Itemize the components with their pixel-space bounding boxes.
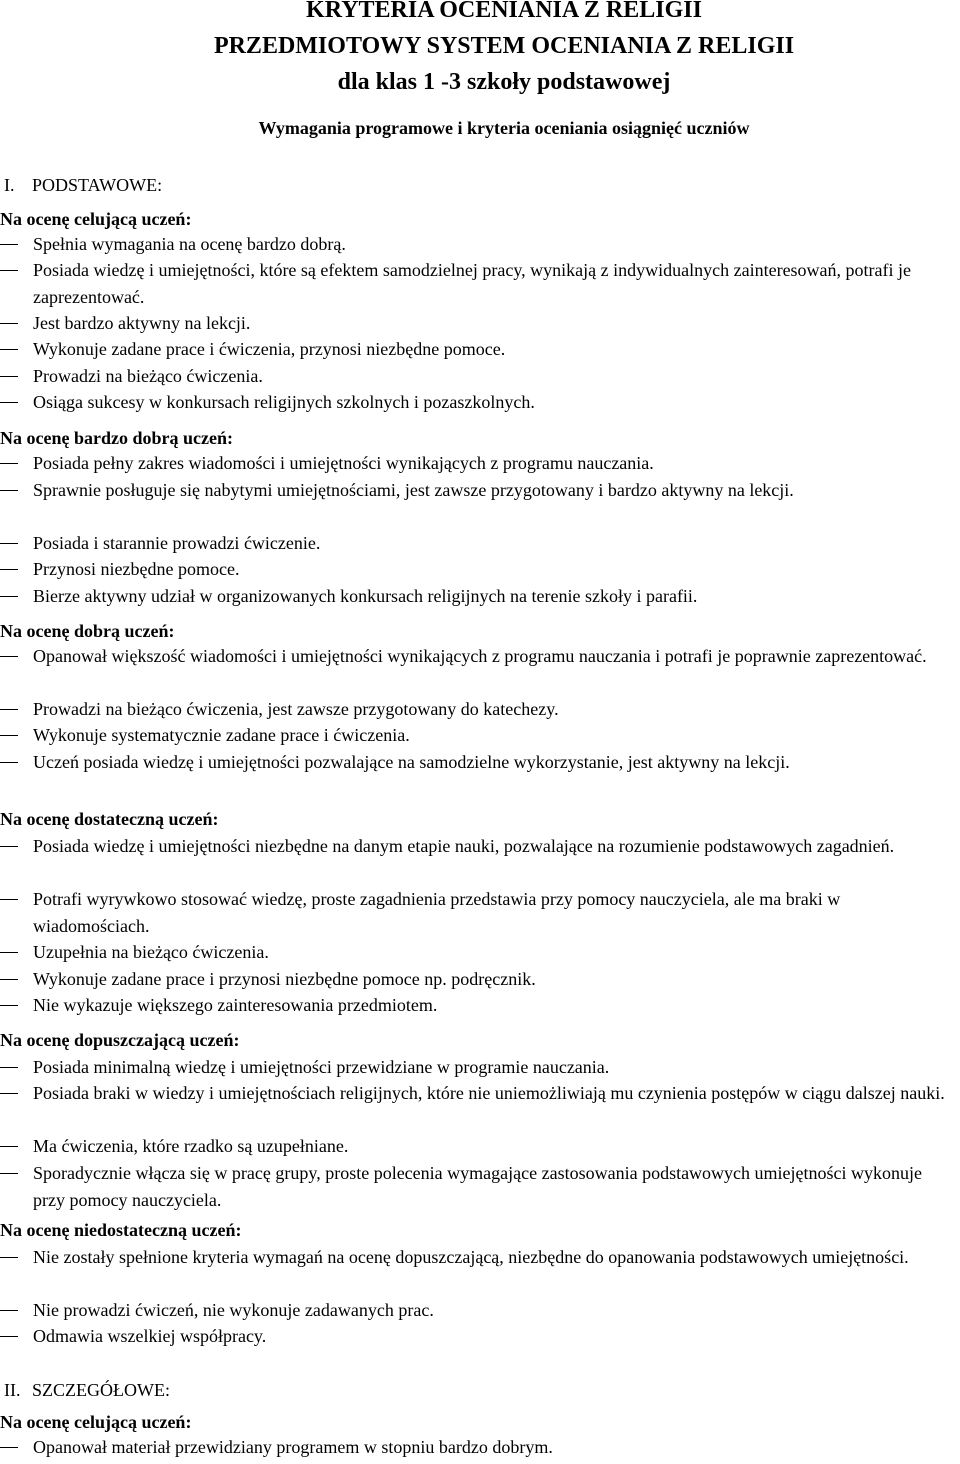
dash-bullet xyxy=(0,596,18,597)
list-item-text: Nie zostały spełnione kryteria wymagań na ocenę dopuszczającą, niezbędne do opanowania podstawowych umiejętności. xyxy=(33,1247,909,1267)
list-item xyxy=(0,992,960,1019)
section-heading: Na ocenę celującą uczeń: xyxy=(0,209,192,229)
dash-bullet xyxy=(0,1146,18,1147)
list-item xyxy=(0,886,960,939)
list-item-text: Odmawia wszelkiej współpracy. xyxy=(33,1326,267,1346)
section-heading: Na ocenę dostateczną uczeń: xyxy=(0,809,219,829)
dash-bullet xyxy=(0,402,18,403)
list-item-text: Nie wykazuje większego zainteresowania przedmiotem. xyxy=(33,995,438,1015)
list-item xyxy=(0,1297,960,1324)
part-heading xyxy=(0,173,162,197)
list-item xyxy=(0,749,960,776)
list-item-text: Posiada i starannie prowadzi ćwiczenie. xyxy=(33,533,321,553)
section-heading: Na ocenę dopuszczającą uczeń: xyxy=(0,1030,240,1050)
document-title-line2: PRZEDMIOTOWY SYSTEM OCENIANIA Z RELIGII xyxy=(213,33,795,59)
list-item xyxy=(0,1160,960,1213)
dash-bullet xyxy=(0,244,18,245)
dash-bullet xyxy=(0,463,18,464)
dash-bullet xyxy=(0,1005,18,1006)
dash-bullet xyxy=(0,349,18,350)
dash-bullet xyxy=(0,709,18,710)
list-item-text: Ma ćwiczenia, które rzadko są uzupełniane. xyxy=(33,1136,349,1156)
list-item xyxy=(0,389,960,416)
list-item-text: Prowadzi na bieżąco ćwiczenia, jest zawsze przygotowany do katechezy. xyxy=(33,699,559,719)
list-item-text: Wykonuje zadane prace i przynosi niezbędne pomoce np. podręcznik. xyxy=(33,969,536,989)
list-item-text: Jest bardzo aktywny na lekcji. xyxy=(33,313,251,333)
list-item xyxy=(0,257,960,310)
list-item-text: Opanował materiał przewidziany programem w stopniu bardzo dobrym. xyxy=(33,1437,553,1457)
dash-bullet xyxy=(0,1336,18,1337)
list-item xyxy=(0,1323,960,1350)
list-item xyxy=(0,696,960,723)
list-item xyxy=(0,939,960,966)
dash-bullet xyxy=(0,846,18,847)
list-item-text: Posiada minimalną wiedzę i umiejętności przewidziane w programie nauczania. xyxy=(33,1057,610,1077)
dash-bullet xyxy=(0,1067,18,1068)
list-item xyxy=(0,1133,960,1160)
part-numeral: II. xyxy=(4,1380,21,1400)
list-item-text: Wykonuje zadane prace i ćwiczenia, przynosi niezbędne pomoce. xyxy=(33,339,506,359)
list-item xyxy=(0,583,960,610)
part-numeral: I. xyxy=(4,175,15,195)
list-item-text: Przynosi niezbędne pomoce. xyxy=(33,559,240,579)
list-item-text: Potrafi wyrywkowo stosować wiedzę, proste zagadnienia przedstawia przy pomocy nauczyciela, ale ma braki w wiadomościach. xyxy=(33,889,841,936)
part-label: PODSTAWOWE: xyxy=(32,175,163,195)
list-item xyxy=(0,722,960,749)
list-item xyxy=(0,1244,960,1271)
dash-bullet xyxy=(0,376,18,377)
section-heading: Na ocenę bardzo dobrą uczeń: xyxy=(0,428,233,448)
list-item xyxy=(0,231,960,258)
section-heading: Na ocenę dobrą uczeń: xyxy=(0,621,175,641)
list-item-text: Opanował większość wiadomości i umiejętności wynikających z programu nauczania i potrafi je poprawnie zaprezentować. xyxy=(33,646,927,666)
list-item-text: Prowadzi na bieżąco ćwiczenia. xyxy=(33,366,263,386)
list-item-text: Nie prowadzi ćwiczeń, nie wykonuje zadawanych prac. xyxy=(33,1300,434,1320)
dash-bullet xyxy=(0,735,18,736)
list-item xyxy=(0,833,960,860)
part-label: SZCZEGÓŁOWE: xyxy=(32,1380,170,1400)
list-item-text: Uzupełnia na bieżąco ćwiczenia. xyxy=(33,942,269,962)
dash-bullet xyxy=(0,1173,18,1174)
list-item xyxy=(0,450,960,477)
list-item xyxy=(0,363,960,390)
dash-bullet xyxy=(0,323,18,324)
list-item-text: Uczeń posiada wiedzę i umiejętności pozwalające na samodzielne wykorzystanie, jest aktywny na lekcji. xyxy=(33,752,790,772)
document-subtitle: Wymagania programowe i kryteria oceniania osiągnięć uczniów xyxy=(258,118,750,138)
part-heading xyxy=(0,1378,170,1402)
section-heading: Na ocenę celującą uczeń: xyxy=(0,1412,192,1432)
dash-bullet xyxy=(0,762,18,763)
list-item-text: Posiada wiedzę i umiejętności niezbędne na danym etapie nauki, pozwalające na rozumienie podstawowych zagadnień. xyxy=(33,836,895,856)
document-title-line3: dla klas 1 -3 szkoły podstawowej xyxy=(337,69,671,95)
list-item xyxy=(0,966,960,993)
dash-bullet xyxy=(0,1093,18,1094)
list-item-text: Sprawnie posługuje się nabytymi umiejętnościami, jest zawsze przygotowany i bardzo aktywny na lekcji. xyxy=(33,480,794,500)
list-item xyxy=(0,530,960,557)
dash-bullet xyxy=(0,569,18,570)
list-item-text: Posiada pełny zakres wiadomości i umiejętności wynikających z programu nauczania. xyxy=(33,453,654,473)
dash-bullet xyxy=(0,899,18,900)
dash-bullet xyxy=(0,490,18,491)
list-item-text: Sporadycznie włącza się w pracę grupy, proste polecenia wymagające zastosowania podstawowych umiejętności wykonuje przy pomocy nauczyciela. xyxy=(33,1163,923,1210)
dash-bullet xyxy=(0,656,18,657)
list-item xyxy=(0,1434,960,1461)
section-heading: Na ocenę niedostateczną uczeń: xyxy=(0,1220,242,1240)
dash-bullet xyxy=(0,543,18,544)
list-item xyxy=(0,1054,960,1081)
list-item xyxy=(0,477,960,504)
dash-bullet xyxy=(0,1310,18,1311)
list-item xyxy=(0,556,960,583)
dash-bullet xyxy=(0,270,18,271)
list-item xyxy=(0,336,960,363)
list-item-text: Spełnia wymagania na ocenę bardzo dobrą. xyxy=(33,234,346,254)
list-item xyxy=(0,1080,960,1107)
document-title: KRYTERIA OCENIANIA Z RELIGII xyxy=(306,0,702,23)
list-item xyxy=(0,643,960,670)
list-item-text: Posiada braki w wiedzy i umiejętnościach religijnych, które nie uniemożliwiają mu czynienia postępów w ciągu dalszej nauki. xyxy=(33,1083,945,1103)
dash-bullet xyxy=(0,979,18,980)
dash-bullet xyxy=(0,1257,18,1258)
dash-bullet xyxy=(0,1447,18,1448)
list-item-text: Wykonuje systematycznie zadane prace i ćwiczenia. xyxy=(33,725,410,745)
list-item xyxy=(0,310,960,337)
dash-bullet xyxy=(0,952,18,953)
list-item-text: Osiąga sukcesy w konkursach religijnych szkolnych i pozaszkolnych. xyxy=(33,392,535,412)
list-item-text: Posiada wiedzę i umiejętności, które są efektem samodzielnej pracy, wynikają z indywidualnych zainteresowań, potrafi je zaprezentować. xyxy=(33,260,912,307)
list-item-text: Bierze aktywny udział w organizowanych konkursach religijnych na terenie szkoły i parafii. xyxy=(33,586,698,606)
